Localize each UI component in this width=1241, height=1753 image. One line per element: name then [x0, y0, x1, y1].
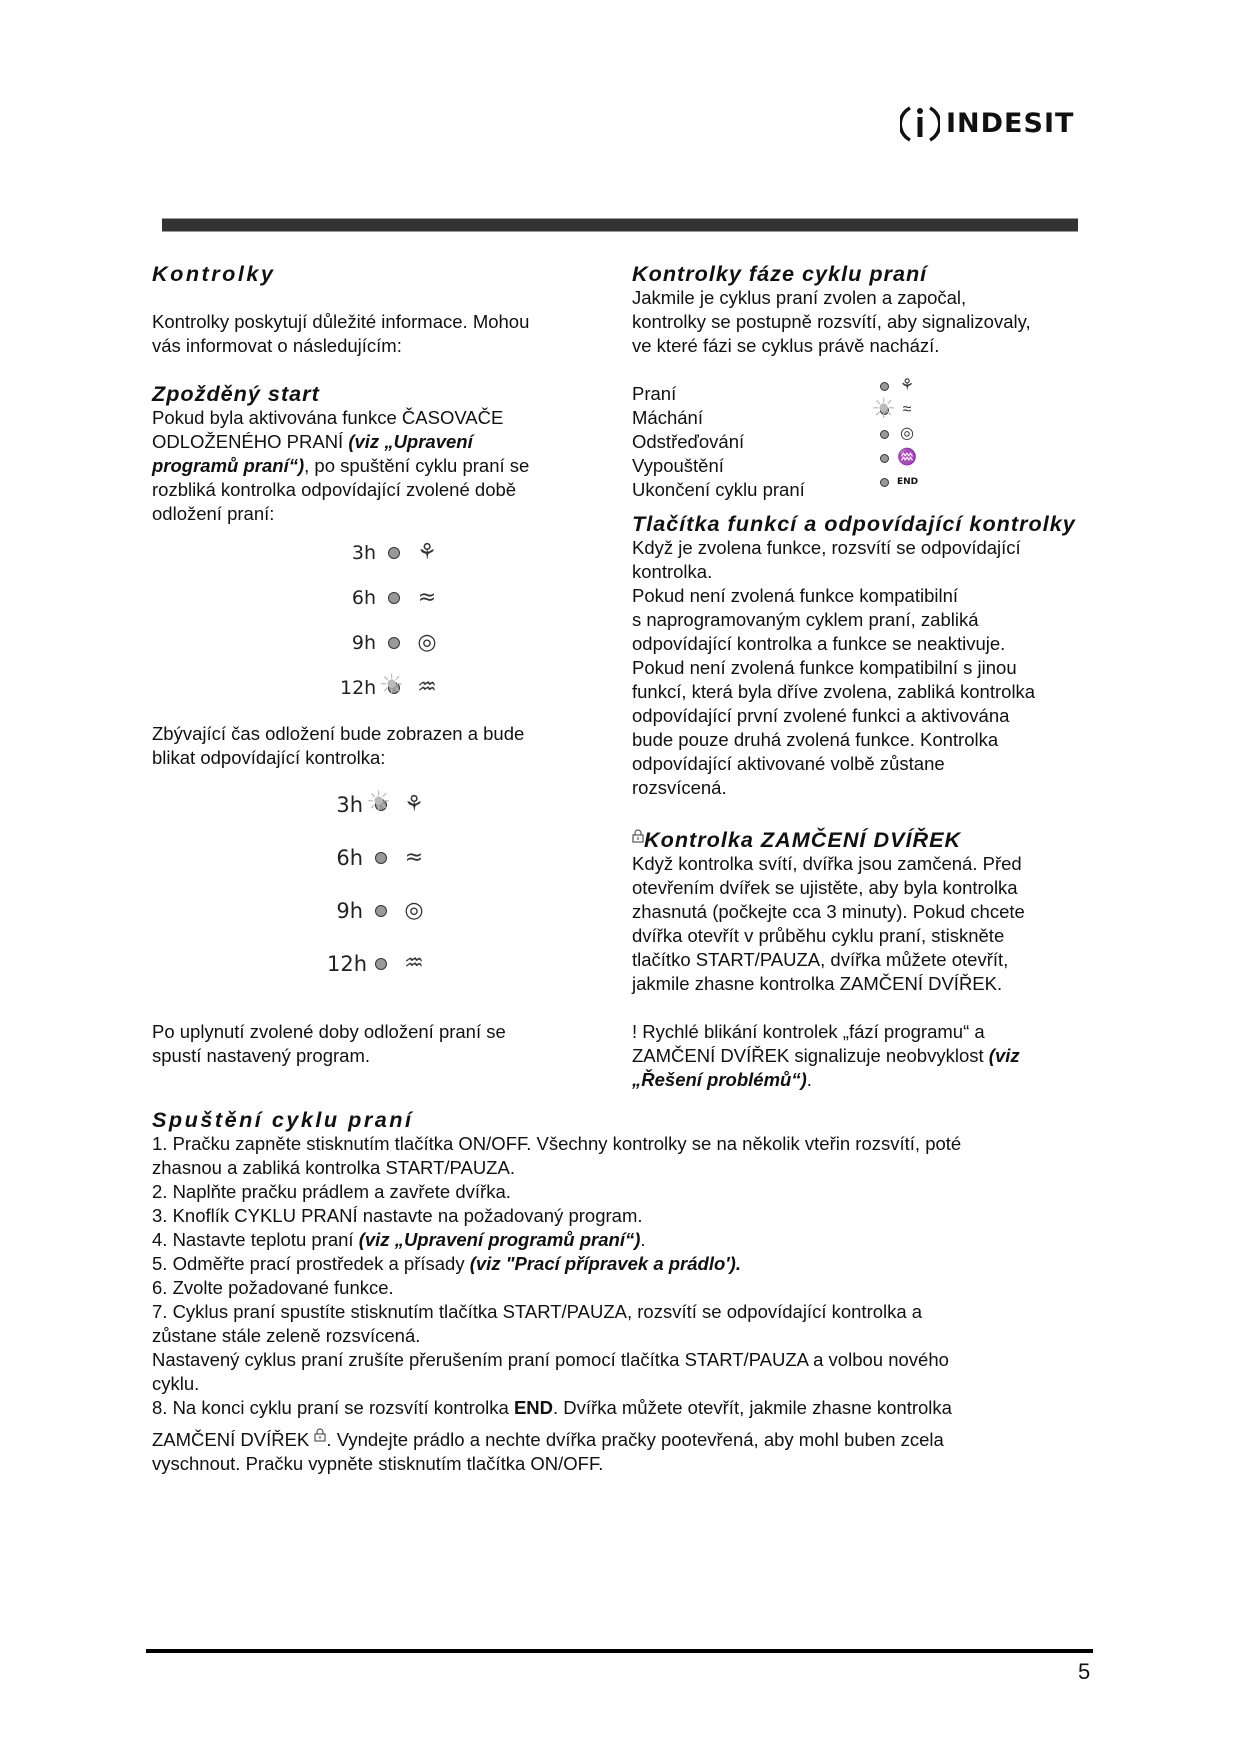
paragraph-line: blikat odpovídající kontrolka:: [152, 747, 386, 768]
phase-label: Máchání: [632, 407, 703, 428]
paragraph-line: jakmile zhasne kontrolka ZAMČENÍ DVÍŘEK.: [632, 973, 1003, 994]
paragraph-line: Když je zvolena funkce, rozsvítí se odpovídající: [632, 537, 1021, 558]
paragraph-line: ODLOŽENÉHO PRANÍ (viz „Upravení: [152, 431, 473, 452]
paragraph-line: odpovídající aktivované volbě zůstane: [632, 753, 945, 774]
delay-row: 3h ☀ ⚘: [327, 778, 592, 831]
rinse-drops-icon: ≈: [417, 584, 437, 610]
step-line: 3. Knoflík CYKLU PRANÍ nastavte na požadovaný program.: [152, 1205, 643, 1226]
indicator-led-off-icon: [375, 852, 387, 864]
step-line: 5. Odměřte prací prostředek a přísady (viz "Prací přípravek a prádlo').: [152, 1253, 741, 1274]
indicator-led-off-icon: [388, 637, 400, 649]
indicator-led-off-icon: [880, 478, 889, 487]
section-title-functions: Tlačítka funkcí a odpovídající kontrolky: [632, 511, 1076, 536]
delay-row: 6h ≈: [327, 831, 592, 884]
delay-row: 12h ♒: [327, 937, 592, 990]
spin-spiral-icon: ◎: [417, 629, 437, 655]
delay-row: 12h ☀ ♒: [340, 665, 592, 710]
step-line: ZAMČENÍ DVÍŘEK . Vyndejte prádlo a nechte dvířka pračky pootevřená, aby mohl buben zcela: [152, 1424, 1082, 1452]
brand-name: INDESIT: [946, 108, 1075, 139]
delay-indicator-table-1: [340, 530, 592, 710]
lock-icon: [314, 1424, 326, 1438]
step-line: vyschnout. Pračku vypněte stisknutím tlačítka ON/OFF.: [152, 1453, 604, 1474]
cross-reference: (viz „Upravení: [348, 431, 473, 452]
paragraph-line: Pokud není zvolená funkce kompatibilní s jinou: [632, 657, 1017, 678]
indicator-led-off-icon: [375, 958, 387, 970]
step-line: 1. Pračku zapněte stisknutím tlačítka ON/OFF. Všechny kontrolky se na několik vteřin rozsvítí, poté: [152, 1133, 962, 1154]
cross-reference: (viz „Upravení programů praní“): [358, 1229, 641, 1250]
paragraph-line: Zbývající čas odložení bude zobrazen a bude: [152, 723, 525, 744]
step-line: cyklu.: [152, 1373, 200, 1394]
phase-icon-row: [870, 470, 918, 494]
brand-logo: [900, 102, 1074, 146]
start-cycle-section: [152, 1108, 1082, 1476]
wash-bubbles-icon: ⚘: [404, 791, 424, 817]
step-line: Nastavený cyklus praní zrušíte přerušením praní pomocí tlačítka START/PAUZA a volbou nového: [152, 1349, 949, 1370]
lock-icon: [632, 824, 644, 838]
phase-label: Praní: [632, 383, 677, 404]
paragraph-line: Jakmile je cyklus praní zvolen a započal,: [632, 287, 967, 308]
paragraph-line: Pokud není zvolená funkce kompatibilní: [632, 585, 959, 606]
cross-reference: „Řešení problémů“): [632, 1069, 807, 1090]
delay-row: 6h ≈: [340, 575, 592, 620]
intro-line: Kontrolky poskytují důležité informace. Mohou: [152, 311, 530, 332]
wash-bubbles-icon: ⚘: [417, 539, 437, 565]
spin-spiral-icon: ◎: [404, 897, 424, 923]
indicator-led-off-icon: [880, 454, 889, 463]
paragraph-line: funkcí, která byla dříve zvolena, zabliká kontrolka: [632, 681, 1036, 702]
paragraph-line: spustí nastavený program.: [152, 1045, 370, 1066]
warning-line: ZAMČENÍ DVÍŘEK signalizuje neobvyklost (viz: [632, 1045, 1020, 1066]
indicator-led-off-icon: [880, 382, 889, 391]
indicator-led-off-icon: [388, 547, 400, 559]
paragraph-line: dvířka otevřít v průběhu cyklu praní, stiskněte: [632, 925, 1005, 946]
paragraph-line: Po uplynutí zvolené doby odložení praní se: [152, 1021, 506, 1042]
indicator-led-blinking-icon: [375, 799, 387, 811]
delay-row: 9h ◎: [340, 620, 592, 665]
paragraph-line: rozbliká kontrolka odpovídající zvolené době: [152, 479, 517, 500]
paragraph-line: kontrolka.: [632, 561, 713, 582]
paragraph-line: kontrolky se postupně rozsvítí, aby signalizovaly,: [632, 311, 1031, 332]
left-column: [152, 262, 592, 1068]
paragraph-line: otevřením dvířek se ujistěte, aby byla kontrolka: [632, 877, 1018, 898]
section-title-delayed-start: Zpožděný start: [152, 381, 320, 406]
paragraph-line: odpovídající kontrolka a funkce se neaktivuje.: [632, 633, 1006, 654]
cross-reference: programů praní“): [152, 455, 305, 476]
cross-reference: (viz "Prací přípravek a prádlo').: [469, 1253, 741, 1274]
cross-reference: (viz: [988, 1045, 1020, 1066]
rinse-drops-icon: ≈: [902, 401, 912, 418]
step-line: zhasnou a zabliká kontrolka START/PAUZA.: [152, 1157, 515, 1178]
paragraph-line: programů praní“), po spuštění cyklu praní se: [152, 455, 530, 476]
paragraph-line: ve které fázi se cyklus právě nachází.: [632, 335, 940, 356]
paragraph-line: s naprogramovaným cyklem praní, zabliká: [632, 609, 979, 630]
paragraph-line: bude pouze druhá zvolená funkce. Kontrolka: [632, 729, 999, 750]
footer-rule: [146, 1649, 1093, 1653]
indicator-led-blinking-icon: [880, 406, 889, 415]
drain-icon: ♒: [417, 674, 437, 700]
header-rule: [162, 218, 1078, 232]
warning-line: „Řešení problémů“).: [632, 1069, 812, 1090]
page-number: 5: [1078, 1659, 1091, 1684]
phase-icon-row: [870, 422, 918, 446]
paragraph-line: rozsvícená.: [632, 777, 727, 798]
step-line: 7. Cyklus praní spustíte stisknutím tlačítka START/PAUZA, rozsvítí se odpovídající kontrolka a: [152, 1301, 923, 1322]
indicator-led-off-icon: [375, 905, 387, 917]
drain-icon: ♒: [897, 449, 917, 466]
step-line: 2. Naplňte pračku prádlem a zavřete dvířka.: [152, 1181, 511, 1202]
paragraph-line: odpovídající první zvolené funkci a aktivována: [632, 705, 1010, 726]
section-title-door-lock: Kontrolka ZAMČENÍ DVÍŘEK: [632, 824, 1097, 852]
end-label: END: [897, 477, 919, 487]
section-title-phases: Kontrolky fáze cyklu praní: [632, 261, 928, 286]
indicator-led-off-icon: [388, 592, 400, 604]
paragraph-line: Když kontrolka svítí, dvířka jsou zamčená. Před: [632, 853, 1022, 874]
phase-label: Ukončení cyklu praní: [632, 479, 805, 500]
step-line: 6. Zvolte požadované funkce.: [152, 1277, 394, 1298]
right-column: [632, 262, 1097, 1092]
delay-row: 9h ◎: [327, 884, 592, 937]
paragraph-line: tlačítko START/PAUZA, dvířka můžete otevřít,: [632, 949, 1009, 970]
phase-icon-row: [870, 398, 918, 422]
delay-indicator-table-2: [327, 778, 592, 990]
indesit-logo-icon: [900, 102, 940, 146]
delay-row: 3h ⚘: [340, 530, 592, 575]
paragraph-line: Pokud byla aktivována funkce ČASOVAČE: [152, 407, 504, 428]
phase-indicator-list: [632, 377, 1097, 502]
section-title-start-cycle: Spuštění cyklu praní: [152, 1107, 414, 1132]
step-line: zůstane stále zeleně rozsvícená.: [152, 1325, 421, 1346]
intro-line: vás informovat o následujícím:: [152, 335, 402, 356]
warning-line: ! Rychlé blikání kontrolek „fází programu“ a: [632, 1021, 985, 1042]
wash-bubbles-icon: ⚘: [899, 377, 915, 394]
phase-icon-row: [870, 446, 918, 470]
phase-label: Vypouštění: [632, 455, 724, 476]
paragraph-line: zhasnutá (počkejte cca 3 minuty). Pokud chcete: [632, 901, 1025, 922]
indicator-led-off-icon: [880, 430, 889, 439]
step-line: 8. Na konci cyklu praní se rozsvítí kontrolka END. Dvířka můžete otevřít, jakmile zhasne kontrolka: [152, 1397, 952, 1418]
drain-icon: ♒: [404, 950, 424, 976]
phase-label: Odstřeďování: [632, 431, 745, 452]
indicator-led-blinking-icon: [388, 682, 400, 694]
rinse-drops-icon: ≈: [404, 844, 424, 870]
step-line: 4. Nastavte teplotu praní (viz „Upravení programů praní“).: [152, 1229, 646, 1250]
spin-spiral-icon: ◎: [900, 425, 914, 442]
section-title-kontrolky: Kontrolky: [152, 261, 276, 286]
paragraph-line: odložení praní:: [152, 503, 275, 524]
